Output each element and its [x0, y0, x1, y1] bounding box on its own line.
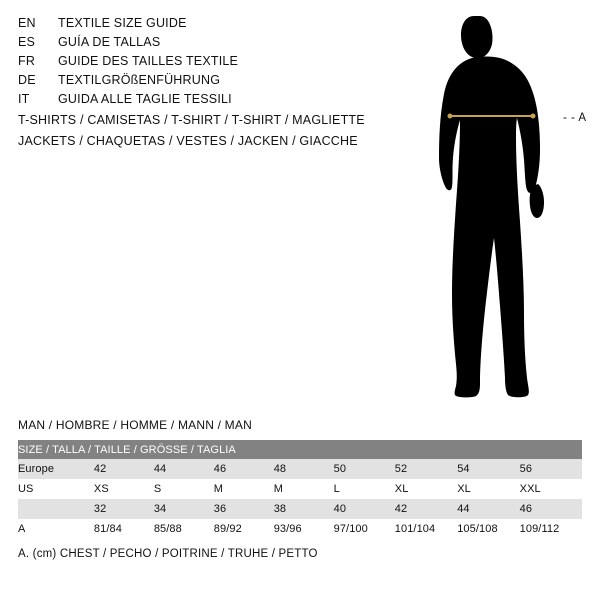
row-value: XL: [457, 479, 519, 499]
language-code: EN: [18, 16, 36, 30]
row-value: 52: [395, 459, 457, 479]
row-value: 50: [334, 459, 395, 479]
table-row: [18, 499, 582, 519]
row-value: 81/84: [94, 519, 154, 539]
row-value: S: [154, 479, 214, 499]
row-value: 89/92: [214, 519, 274, 539]
row-value: XL: [395, 479, 457, 499]
row-value: 38: [274, 499, 334, 519]
row-value: 48: [274, 459, 334, 479]
row-value: M: [274, 479, 334, 499]
row-value: 105/108: [457, 519, 519, 539]
row-value: 36: [214, 499, 274, 519]
language-text: GUÍA DE TALLAS: [58, 35, 161, 49]
row-value: 54: [457, 459, 519, 479]
measure-label-a: - - A: [563, 112, 587, 124]
table-title: MAN / HOMBRE / HOMME / MANN / MAN: [18, 418, 252, 432]
language-text: TEXTILGRÖßENFÜHRUNG: [58, 73, 221, 87]
language-row: [18, 90, 388, 109]
language-code: DE: [18, 73, 36, 87]
language-row: [18, 14, 388, 33]
row-value: 101/104: [395, 519, 457, 539]
category-list: [18, 110, 418, 152]
row-value: 40: [334, 499, 395, 519]
table-row: [18, 519, 582, 539]
language-text: TEXTILE SIZE GUIDE: [58, 16, 187, 30]
row-value: 85/88: [154, 519, 214, 539]
row-label: US: [18, 479, 94, 499]
category-line-jackets: JACKETS / CHAQUETAS / VESTES / JACKEN / GIACCHE: [18, 134, 358, 148]
row-label: Europe: [18, 459, 94, 479]
row-value: M: [214, 479, 274, 499]
row-value: 93/96: [274, 519, 334, 539]
row-value: 44: [457, 499, 519, 519]
row-value: 56: [520, 459, 582, 479]
row-label: [18, 499, 94, 519]
table-header-label: SIZE / TALLA / TAILLE / GRÖSSE / TAGLIA: [18, 443, 236, 456]
table-header-row: [18, 440, 582, 459]
category-line-tshirts: T-SHIRTS / CAMISETAS / T-SHIRT / T-SHIRT / MAGLIETTE: [18, 113, 365, 127]
table-row: [18, 459, 582, 479]
row-value: 34: [154, 499, 214, 519]
male-silhouette-icon: [400, 8, 600, 408]
size-table: [18, 440, 582, 539]
row-label: A: [18, 519, 94, 539]
row-value: 46: [520, 499, 582, 519]
row-value: 42: [94, 459, 154, 479]
language-row: [18, 52, 388, 71]
row-value: XS: [94, 479, 154, 499]
row-value: XXL: [520, 479, 582, 499]
table-row: [18, 479, 582, 499]
language-code: FR: [18, 54, 36, 68]
row-value: 32: [94, 499, 154, 519]
footnote: A. (cm) CHEST / PECHO / POITRINE / TRUHE / PETTO: [18, 548, 318, 560]
language-text: GUIDE DES TAILLES TEXTILE: [58, 54, 239, 68]
row-value: 97/100: [334, 519, 395, 539]
language-code: IT: [18, 92, 30, 106]
row-value: 44: [154, 459, 214, 479]
row-value: 42: [395, 499, 457, 519]
row-value: L: [334, 479, 395, 499]
language-text: GUIDA ALLE TAGLIE TESSILI: [58, 92, 232, 106]
language-code: ES: [18, 35, 36, 49]
row-value: 109/112: [520, 519, 582, 539]
body-figure: [400, 8, 600, 408]
language-list: [18, 14, 388, 109]
row-value: 46: [214, 459, 274, 479]
language-row: [18, 33, 388, 52]
language-row: [18, 71, 388, 90]
